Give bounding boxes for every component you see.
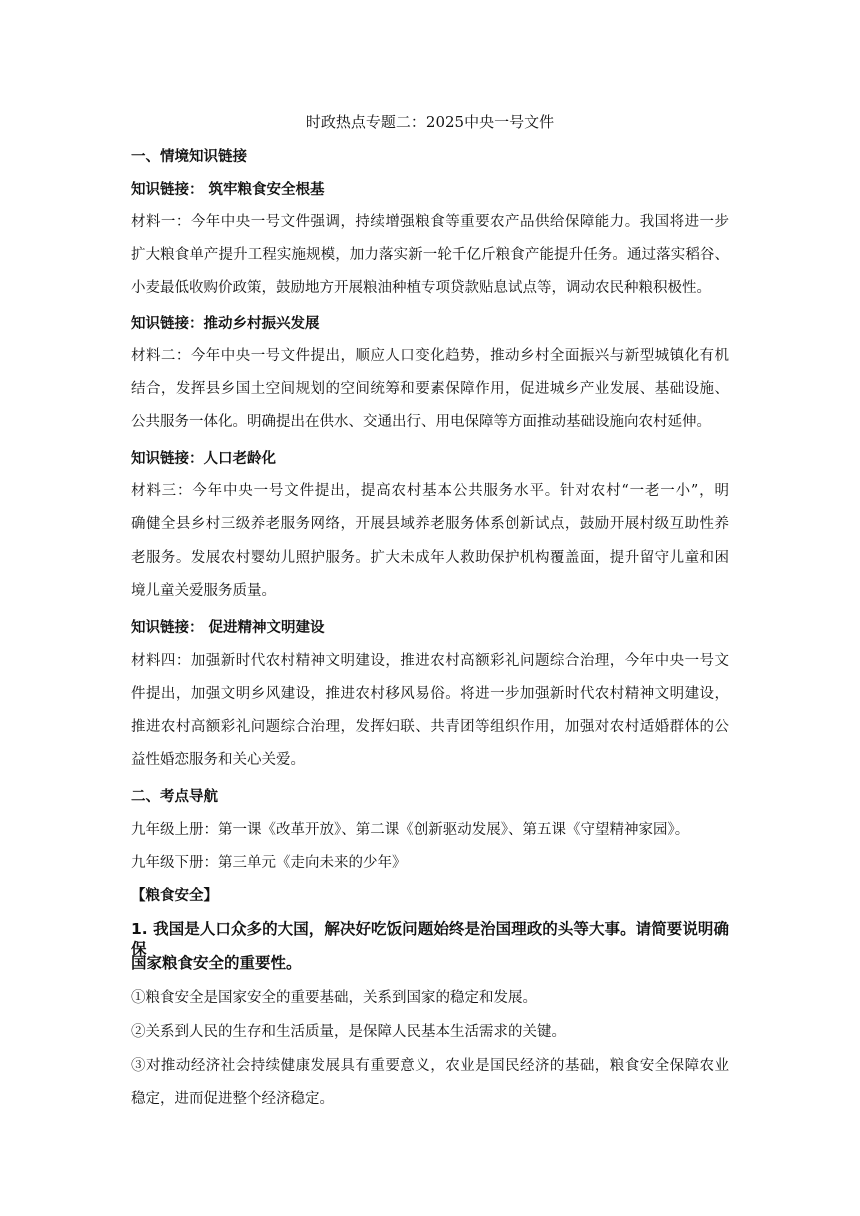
question-1-line: 国家粮食安全的重要性。 bbox=[131, 954, 302, 972]
material-1-line: 小麦最低收购价政策，鼓励地方开展粮油种植专项贷款贴息试点等，调动农民种粮积极性。 bbox=[131, 280, 711, 296]
exam-nav-line: 九年级下册：第三单元《走向未来的少年》 bbox=[131, 855, 407, 871]
answer-point-3-line: ③对推动经济社会持续健康发展具有重要意义，农业是国民经济的基础，粮食安全保障农业 bbox=[131, 1058, 729, 1074]
material-4-line: 益性婚恋服务和关心关爱。 bbox=[131, 752, 305, 768]
material-1-line: 材料一：今年中央一号文件强调，持续增强粮食等重要农产品供给保障能力。我国将进一步 bbox=[131, 214, 729, 230]
answer-point-3-line: 稳定，进而促进整个经济稳定。 bbox=[131, 1091, 334, 1107]
exam-nav-line: 九年级上册：第一课《改革开放》、第二课《创新驱动发展》、第五课《守望精神家园》。 bbox=[131, 822, 690, 838]
material-3-line: 境儿童关爱服务质量。 bbox=[131, 583, 276, 599]
knowledge-link-1: 知识链接： 筑牢粮食安全根基 bbox=[131, 182, 325, 198]
section-heading-1: 一、情境知识链接 bbox=[131, 149, 247, 165]
material-3-line: 确健全县乡村三级养老服务网络，开展县域养老服务体系创新试点，鼓励开展村级互助性养 bbox=[131, 516, 729, 532]
page-title: 时政热点专题二：2025中央一号文件 bbox=[305, 113, 555, 131]
section-heading-2: 二、考点导航 bbox=[131, 789, 218, 805]
material-3-line: 老服务。发展农村婴幼儿照护服务。扩大未成年人救助保护机构覆盖面，提升留守儿童和困 bbox=[131, 550, 729, 566]
knowledge-link-2: 知识链接：推动乡村振兴发展 bbox=[131, 316, 320, 332]
material-2-line: 公共服务一体化。明确提出在供水、交通出行、用电保障等方面推动基础设施向农村延伸。 bbox=[131, 414, 711, 430]
material-2-line: 材料二：今年中央一号文件提出，顺应人口变化趋势，推动乡村全面振兴与新型城镇化有机 bbox=[131, 348, 729, 364]
topic-heading: 【粮食安全】 bbox=[131, 888, 218, 904]
material-1-line: 扩大粮食单产提升工程实施规模，加力落实新一轮千亿斤粮食产能提升任务。通过落实稻谷、 bbox=[131, 247, 729, 263]
question-1-line: 1. 我国是人口众多的大国，解决好吃饭问题始终是治国理政的头等大事。请简要说明确保 bbox=[131, 920, 729, 958]
knowledge-link-3: 知识链接：人口老龄化 bbox=[131, 451, 276, 467]
material-4-line: 推进农村高额彩礼问题综合治理，发挥妇联、共青团等组织作用，加强对农村适婚群体的公 bbox=[131, 719, 729, 735]
knowledge-link-4: 知识链接： 促进精神文明建设 bbox=[131, 620, 325, 636]
answer-point-1: ①粮食安全是国家安全的重要基础，关系到国家的稳定和发展。 bbox=[131, 990, 537, 1006]
material-2-line: 结合，发挥县乡国土空间规划的空间统筹和要素保障作用，促进城乡产业发展、基础设施、 bbox=[131, 381, 729, 397]
material-4-line: 材料四：加强新时代农村精神文明建设，推进农村高额彩礼问题综合治理，今年中央一号文 bbox=[131, 653, 729, 669]
material-3-line: 材料三：今年中央一号文件提出，提高农村基本公共服务水平。针对农村“一老一小”，明 bbox=[131, 483, 729, 499]
answer-point-2: ②关系到人民的生存和生活质量，是保障人民基本生活需求的关键。 bbox=[131, 1024, 566, 1040]
material-4-line: 件提出，加强文明乡风建设，推进农村移风易俗。将进一步加强新时代农村精神文明建设， bbox=[131, 686, 729, 702]
